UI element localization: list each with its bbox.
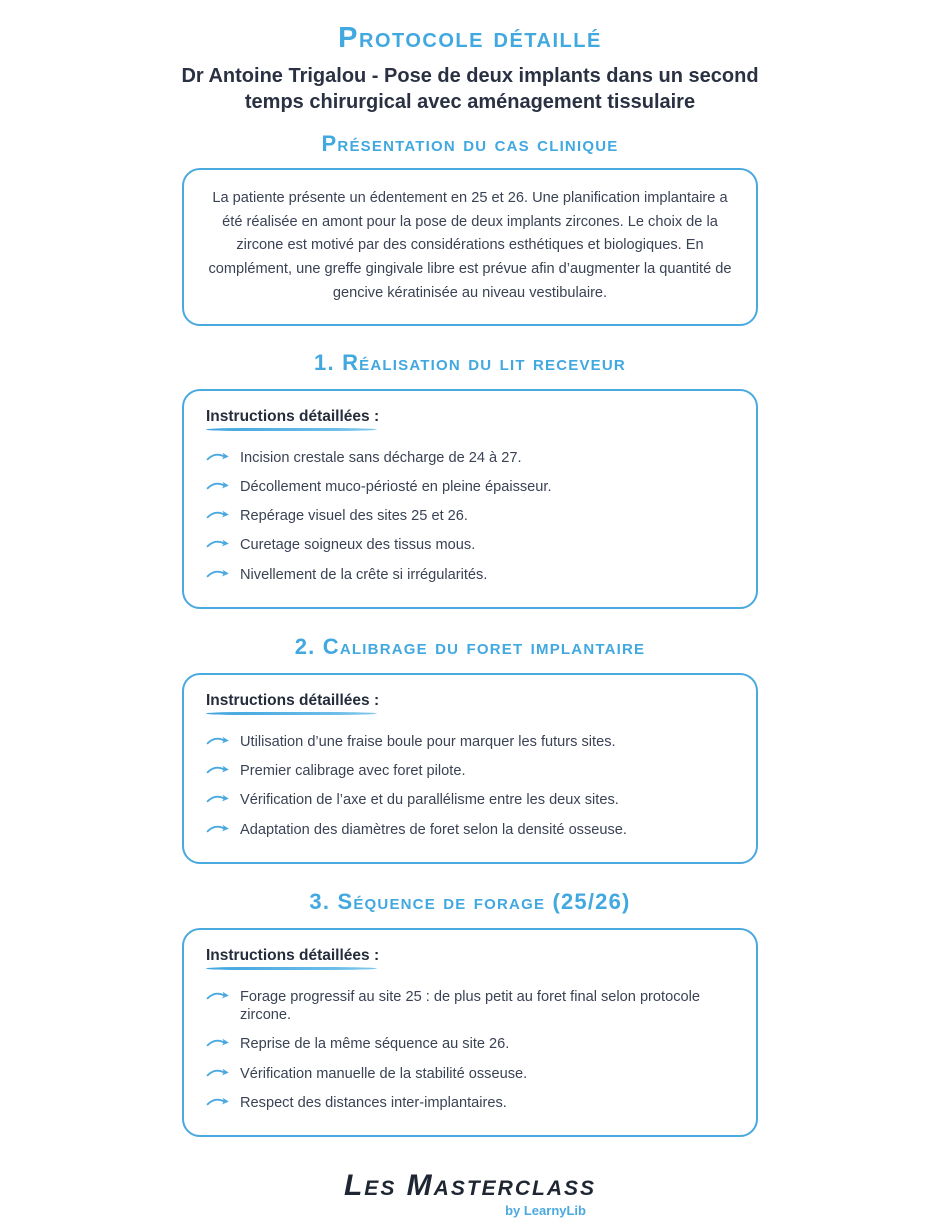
section-heading: 2. Calibrage du foret implantaire xyxy=(294,634,646,660)
swoosh-arrow-icon xyxy=(206,734,230,747)
instruction-text: Curetage soigneux des tissus mous. xyxy=(240,537,476,554)
swoosh-arrow-icon xyxy=(206,450,230,463)
instruction-item xyxy=(206,982,734,1029)
instruction-text: Décollement muco-périosté en pleine épaisseur. xyxy=(240,478,552,495)
instruction-text: Vérification manuelle de la stabilité osseuse. xyxy=(240,1065,528,1082)
instruction-text: Adaptation des diamètres de foret selon la densité osseuse. xyxy=(240,821,627,838)
brand-wordmark: Les Masterclass xyxy=(343,1169,596,1203)
instruction-item xyxy=(206,727,734,756)
swoosh-arrow-icon xyxy=(206,508,230,521)
instruction-item xyxy=(206,560,734,589)
swoosh-arrow-icon xyxy=(206,567,230,580)
page-title: Protocole détaillé xyxy=(338,22,602,54)
sections-container xyxy=(182,350,758,1137)
instruction-text: Incision crestale sans décharge de 24 à 27. xyxy=(240,449,522,466)
swoosh-arrow-icon xyxy=(206,537,230,550)
instruction-text: Reprise de la même séquence au site 26. xyxy=(240,1036,510,1053)
protocol-section xyxy=(182,634,758,864)
presentation-heading: Présentation du cas clinique xyxy=(321,131,619,156)
swoosh-arrow-icon xyxy=(206,822,230,835)
swoosh-arrow-icon xyxy=(206,1095,230,1108)
instruction-text: Forage progressif au site 25 : de plus petit au foret final selon protocole zircone. xyxy=(240,988,700,1024)
instructions-label: Instructions détaillées : xyxy=(206,692,379,717)
swoosh-arrow-icon xyxy=(206,989,230,1002)
instruction-text: Premier calibrage avec foret pilote. xyxy=(240,763,466,780)
instructions-list xyxy=(206,443,734,589)
protocol-section xyxy=(182,350,758,609)
swoosh-arrow-icon xyxy=(206,1066,230,1079)
instruction-text: Respect des distances inter-implantaires. xyxy=(240,1094,507,1111)
instruction-item xyxy=(206,786,734,815)
instruction-item xyxy=(206,1088,734,1117)
instruction-item xyxy=(206,472,734,501)
instruction-item xyxy=(206,502,734,531)
instruction-text: Vérification de l’axe et du parallélisme entre les deux sites. xyxy=(240,792,619,809)
instruction-text: Utilisation d’une fraise boule pour marquer les futurs sites. xyxy=(240,733,616,750)
instructions-box xyxy=(182,928,758,1137)
instructions-box xyxy=(182,673,758,864)
swoosh-arrow-icon xyxy=(206,1036,230,1049)
swoosh-arrow-icon xyxy=(206,792,230,805)
instructions-list xyxy=(206,982,734,1117)
instruction-text: Nivellement de la crête si irrégularités. xyxy=(240,566,488,583)
content-column xyxy=(182,131,758,1162)
instructions-box xyxy=(182,389,758,609)
presentation-body: La patiente présente un édentement en 25 et 26. Une planification implantaire a été réalisée en amont pour la pose de deux implants zircones. Le choix de la zircone est motivé par des considérations esthétiques et biologiques. En complément, une greffe gingivale libre est prévue afin d’augmenter la quantité de gencive kératinisée au niveau vestibulaire. xyxy=(208,190,732,301)
instruction-item xyxy=(206,531,734,560)
instruction-item xyxy=(206,443,734,472)
footer xyxy=(344,1170,596,1218)
section-heading: 3. Séquence de forage (25/26) xyxy=(309,889,631,915)
instructions-label: Instructions détaillées : xyxy=(206,947,379,972)
swoosh-arrow-icon xyxy=(206,763,230,776)
brand-byline: by LearnyLib xyxy=(505,1202,586,1218)
presentation-box xyxy=(182,168,758,326)
instruction-item xyxy=(206,757,734,786)
instruction-item xyxy=(206,1030,734,1059)
protocol-section xyxy=(182,889,758,1137)
page-subtitle: Dr Antoine Trigalou - Pose de deux implants dans un second temps chirurgical avec aménagement tissulaire xyxy=(181,65,759,113)
instruction-text: Repérage visuel des sites 25 et 26. xyxy=(240,508,468,525)
section-heading: 1. Réalisation du lit receveur xyxy=(314,350,626,376)
instructions-label: Instructions détaillées : xyxy=(206,408,379,433)
instruction-item xyxy=(206,1059,734,1088)
instructions-list xyxy=(206,727,734,844)
swoosh-arrow-icon xyxy=(206,479,230,492)
instruction-item xyxy=(206,815,734,844)
